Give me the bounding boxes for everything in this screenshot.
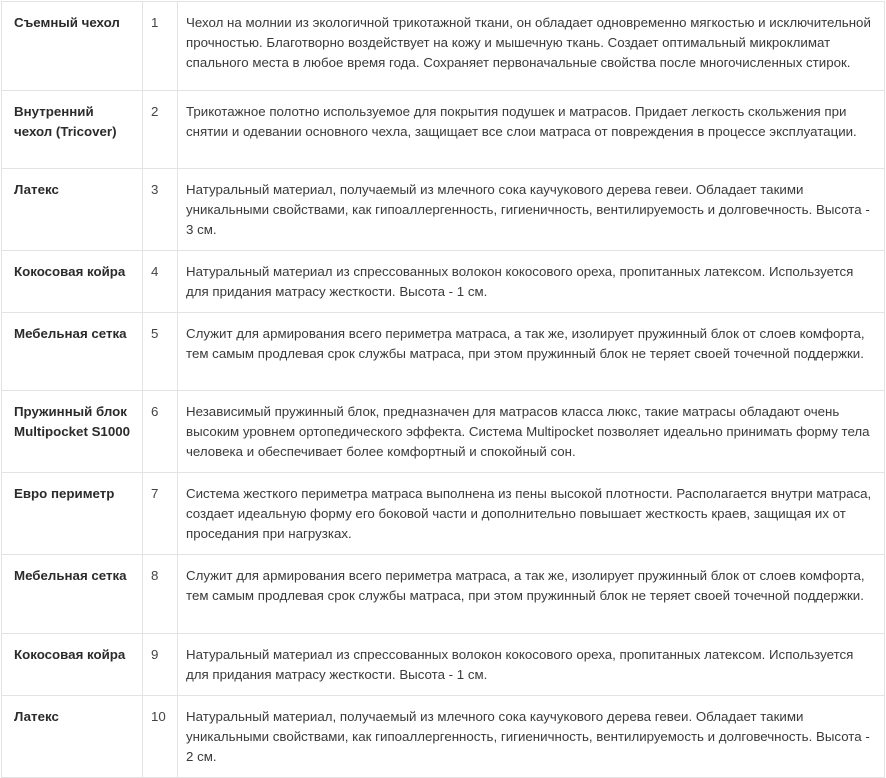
layer-name: Внутренний чехол (Tricover): [2, 91, 143, 169]
layer-name: Латекс: [2, 696, 143, 778]
table-row: [2, 473, 885, 555]
layer-number: 4: [143, 251, 178, 313]
layer-number: 10: [143, 696, 178, 778]
layer-name: Мебельная сетка: [2, 313, 143, 391]
table-row: [2, 169, 885, 251]
layer-description: Чехол на молнии из экологичной трикотажной ткани, он обладает одновременно мягкостью и исключительной прочностью. Благотворно воздействует на кожу и мышечную ткань. Создает оптимальный микроклимат спального места в любое время года. Сохраняет первоначальные свойства после многочисленных стирок.: [178, 2, 885, 91]
layer-name: Кокосовая койра: [2, 634, 143, 696]
layer-description: Служит для армирования всего периметра матраса, а так же, изолирует пружинный блок от слоев комфорта, тем самым продлевая срок службы матраса, при этом пружинный блок не теряет своей точечной поддержки.: [178, 313, 885, 391]
layer-description: Натуральный материал из спрессованных волокон кокосового ореха, пропитанных латексом. Используется для придания матрасу жесткости. Высота - 1 см.: [178, 251, 885, 313]
table-row: [2, 555, 885, 634]
layer-number: 8: [143, 555, 178, 634]
table-row: [2, 2, 885, 91]
layer-number: 5: [143, 313, 178, 391]
layer-number: 2: [143, 91, 178, 169]
layer-number: 7: [143, 473, 178, 555]
table-row: [2, 634, 885, 696]
layer-number: 3: [143, 169, 178, 251]
layer-description: Натуральный материал из спрессованных волокон кокосового ореха, пропитанных латексом. Используется для придания матрасу жесткости. Высота - 1 см.: [178, 634, 885, 696]
layer-description: Натуральный материал, получаемый из млечного сока каучукового дерева гевеи. Обладает такими уникальными свойствами, как гипоаллергенность, гигиеничность, вентилируемость и долговечность. Высота - 2 см.: [178, 696, 885, 778]
layer-description: Натуральный материал, получаемый из млечного сока каучукового дерева гевеи. Обладает такими уникальными свойствами, как гипоаллергенность, гигиеничность, вентилируемость и долговечность. Высота - 3 см.: [178, 169, 885, 251]
table-row: [2, 91, 885, 169]
mattress-layers-table: [1, 1, 885, 778]
layer-description: Система жесткого периметра матраса выполнена из пены высокой плотности. Располагается внутри матраса, создает идеальную форму его боковой части и дополнительно повышает жесткость краев, защищая их от проседания при нагрузках.: [178, 473, 885, 555]
table-row: [2, 391, 885, 473]
layer-name: Съемный чехол: [2, 2, 143, 91]
layer-name: Латекс: [2, 169, 143, 251]
table-row: [2, 251, 885, 313]
layer-description: Независимый пружинный блок, предназначен для матрасов класса люкс, такие матрасы обладают очень высоким уровнем ортопедического эффекта. Система Multipocket позволяет идеально принимать форму тела человека и обеспечивает более комфортный и спокойный сон.: [178, 391, 885, 473]
layer-description: Трикотажное полотно используемое для покрытия подушек и матрасов. Придает легкость скольжения при снятии и одевании основного чехла, защищает все слои матраса от повреждения в процессе эксплуатации.: [178, 91, 885, 169]
layer-name: Мебельная сетка: [2, 555, 143, 634]
layer-name: Кокосовая койра: [2, 251, 143, 313]
layer-name: Пружинный блок Multipocket S1000: [2, 391, 143, 473]
layer-number: 1: [143, 2, 178, 91]
layer-number: 9: [143, 634, 178, 696]
layer-number: 6: [143, 391, 178, 473]
table-row: [2, 313, 885, 391]
table-row: [2, 696, 885, 778]
layer-description: Служит для армирования всего периметра матраса, а так же, изолирует пружинный блок от слоев комфорта, тем самым продлевая срок службы матраса, при этом пружинный блок не теряет своей точечной поддержки.: [178, 555, 885, 634]
layer-name: Евро периметр: [2, 473, 143, 555]
